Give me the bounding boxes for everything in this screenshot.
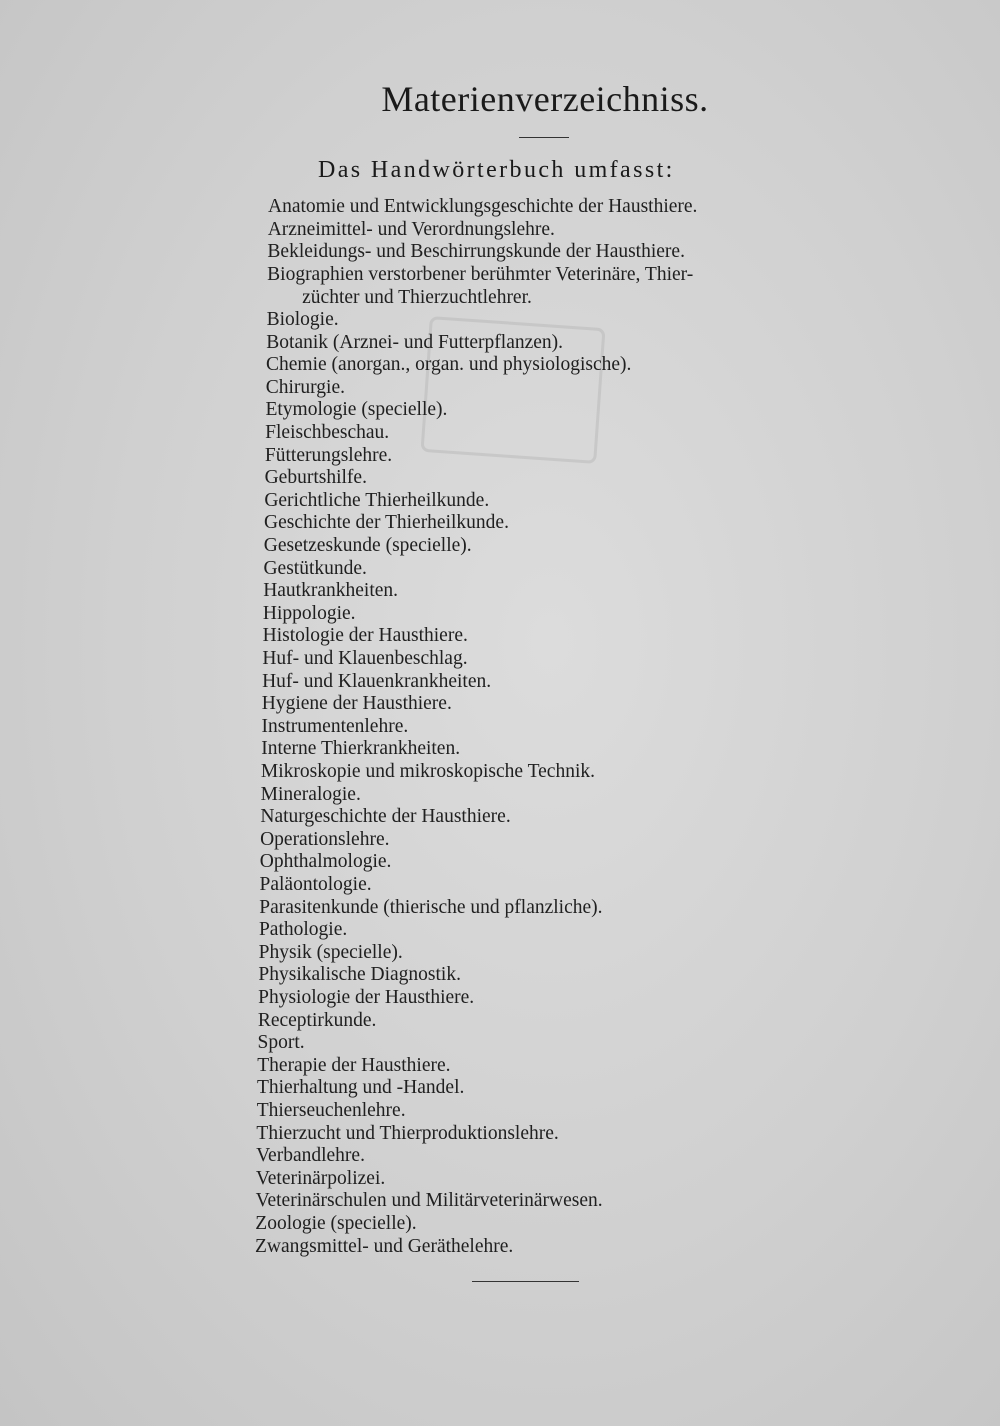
topic-entry [257,1054,450,1078]
topic-text: Bekleidungs- und Beschirrungskunde der Hausthiere. [267,241,685,263]
topic-entry [261,760,595,784]
page-title: Materienverzeichniss. [381,79,709,119]
topic-text: Etymologie (specielle). [265,399,448,421]
topic-entry [267,240,685,264]
topic-text: Histologie der Hausthiere. [262,625,468,647]
topic-text: Chemie (anorgan., organ. und physiologische). [266,354,632,376]
end-divider [472,1281,579,1282]
topic-text: Pathologie. [258,919,348,941]
topic-text: Geschichte der Thierheilkunde. [264,512,509,534]
topic-entry [268,218,555,242]
topic-text: Fütterungslehre. [264,444,393,466]
topic-entry [266,376,345,400]
topic-entry [267,308,339,332]
topic-entry [264,511,509,535]
topic-text: Biologie. [266,309,339,330]
topic-text: Biographien verstorbener berühmter Veterinäre, Thier- [267,263,694,285]
topic-text: Ophthalmologie. [259,851,392,873]
topic-entry [265,421,389,445]
topic-entry [259,941,403,965]
topic-text: Physiologie der Hausthiere. [258,987,475,1008]
topic-text: Verbandlehre. [256,1145,365,1167]
topic-entry [263,579,398,603]
topic-entry [258,986,474,1010]
page-subtitle: Das Handwörterbuch umfasst: [318,157,675,183]
topic-entry [260,873,372,897]
topic-entry [258,1009,377,1033]
topic-text: Therapie der Hausthiere. [257,1054,451,1076]
topic-entry [259,896,602,920]
topic-entry [260,850,392,874]
topic-text: Veterinärpolizei. [255,1167,386,1189]
topic-text: Thierhaltung und -Handel. [256,1077,465,1099]
topic-text-continuation: züchter und Thierzuchtlehrer. [302,286,532,308]
topic-text: Geburtshilfe. [264,467,367,489]
topic-entry [256,1144,365,1168]
topic-entry [255,1212,416,1236]
topic-entry [265,398,447,422]
topic-text: Mineralogie. [260,783,361,805]
topic-entry [256,1167,385,1191]
topic-text: Instrumentenlehre. [261,715,409,737]
topic-text: Veterinärschulen und Militärveterinärwesen. [255,1190,603,1212]
topic-entry [264,534,472,558]
topic-entry [262,692,452,716]
topic-text: Huf- und Klauenbeschlag. [262,648,468,669]
topic-entry [255,1235,513,1259]
topic-text: Chirurgie. [265,376,345,398]
topic-text: Gesetzeskunde (specielle). [263,535,472,556]
topic-text: Zwangsmittel- und Geräthelehre. [255,1235,514,1257]
topic-entry [261,783,361,807]
topic-text: Naturgeschichte der Hausthiere. [260,806,511,828]
title-divider [519,137,569,138]
topic-text: Arzneimittel- und Verordnungslehre. [267,218,555,240]
topic-text: Huf- und Klauenkrankheiten. [262,670,492,692]
topic-text: Paläontologie. [259,874,372,895]
topic-list [0,195,1000,1265]
topic-text: Thierseuchenlehre. [256,1100,406,1121]
topic-text: Botanik (Arznei- und Futterpflanzen). [266,331,564,353]
topic-text: Hippologie. [262,602,356,624]
topic-entry [263,624,468,648]
topic-entry [259,918,347,942]
topic-text: Physik (specielle). [258,941,403,963]
topic-text: Receptirkunde. [257,1009,377,1031]
topic-entry [265,466,367,490]
topic-text: Fleischbeschau. [265,422,390,443]
topic-entry [260,805,510,829]
topic-entry [257,1099,406,1123]
topic-text: Physikalische Diagnostik. [258,964,461,986]
topic-text: Mikroskopie und mikroskopische Technik. [260,761,595,782]
topic-entry [260,828,389,852]
topic-entry [263,557,366,581]
topic-text: Hygiene der Hausthiere. [261,693,452,715]
topic-text: Sport. [257,1032,305,1054]
topic-text: Hautkrankheiten. [263,580,399,602]
topic-text: Gestütkunde. [263,557,367,579]
topic-entry [263,602,356,626]
topic-text: Interne Thierkrankheiten. [261,738,461,760]
topic-entry [258,963,461,987]
topic-text: Thierzucht und Thierproduktionslehre. [256,1122,559,1144]
topic-entry [257,1076,464,1100]
topic-entry [266,331,563,355]
topic-text: Parasitenkunde (thierische und pflanzliche). [259,896,603,918]
topic-entry [262,647,467,671]
topic-text: Zoologie (specielle). [255,1213,417,1234]
topic-entry [258,1031,305,1055]
topic-entry [264,489,489,513]
topic-entry [265,444,392,468]
topic-entry [256,1122,558,1146]
topic-entry [256,1189,603,1213]
topic-entry [267,263,693,311]
topic-entry [268,195,697,219]
topic-text: Gerichtliche Thierheilkunde. [264,489,490,511]
topic-entry [266,353,631,377]
topic-text: Operationslehre. [260,828,390,850]
topic-entry [262,670,491,694]
topic-text: Anatomie und Entwicklungsgeschichte der Hausthiere. [268,196,698,217]
topic-entry [262,715,409,739]
topic-entry [261,737,460,761]
